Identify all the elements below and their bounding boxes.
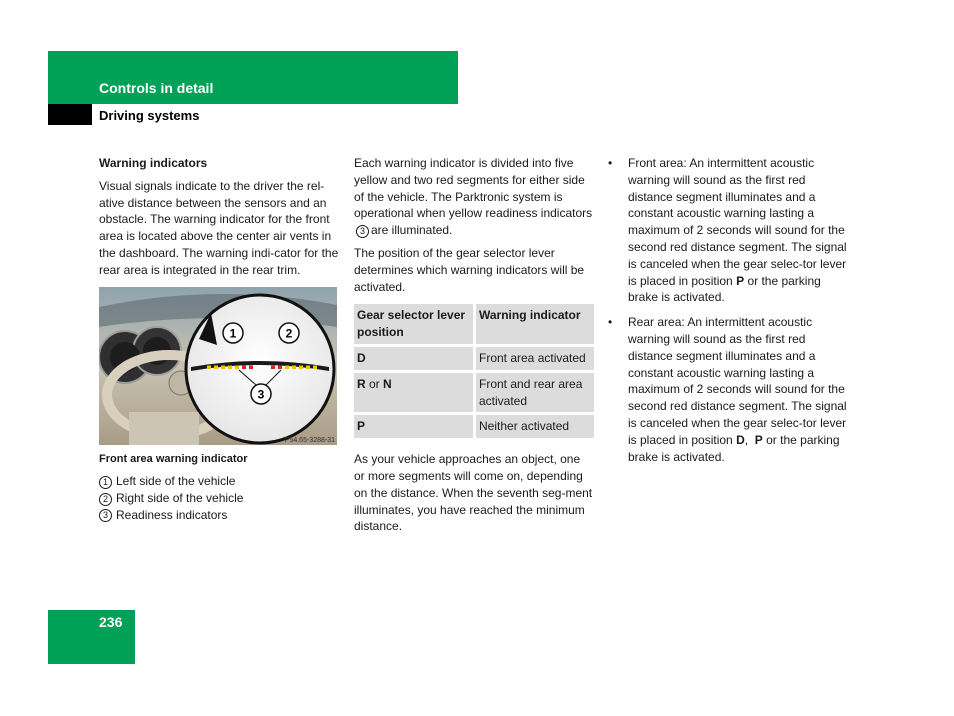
front-area-text-end: or the parking brake is activated. [628,273,821,305]
intro-paragraph: Visual signals indicate to the driver the rel-ative distance between the sensors and an obstacle. The warning indicator for the front area is located above the center air vents in the dashboard. The warning indi-cator for the rear area is integrated in the rear trim. [99,178,339,277]
legend-text: Right side of the vehicle [116,491,244,506]
indicator-segment [313,365,317,369]
indicator-cell: Front area activated [476,347,594,370]
marker-2-label: 2 [285,326,293,341]
legend-item [99,473,341,490]
gear-cell [354,415,476,438]
indicator-segment [299,365,303,369]
figure-code: P54.65-3288-31 [284,436,335,444]
indicator-segment [271,365,275,369]
marker-3-label: 3 [257,387,265,402]
area-warnings-list [608,155,853,465]
column-left [99,155,341,524]
dashboard-illustration [99,287,337,445]
gear-separator: or [365,376,384,391]
legend-text: Left side of the vehicle [116,474,236,489]
indicator-cell: Neither activated [476,415,594,438]
table-row [354,373,594,413]
gear-value: R [357,376,366,391]
gear-value: D [357,350,366,365]
gear-value: N [383,376,392,391]
gear-separator: , [744,432,749,447]
legend-number: 2 [99,493,112,506]
segments-text-end: are illuminated. [371,223,453,238]
dashboard-figure [99,287,337,445]
column-middle [354,155,594,541]
indicator-cell: Front and rear area activated [476,373,594,413]
subsection-title: Driving systems [99,108,200,123]
indicator-segment [221,365,225,369]
bullet-icon: • [608,156,613,170]
gear-paragraph: The position of the gear selector lever determines which warning indicators will be activated. [354,245,585,294]
gear-cell [354,373,476,413]
indicator-segment [249,365,253,369]
gear-cell [354,347,476,370]
segments-paragraph [354,155,594,239]
table-header-row [354,304,594,344]
indicator-segment [214,365,218,369]
table-row [354,415,594,438]
rear-area-text-end: or the parking brake is activated. [628,432,840,464]
indicator-segment [306,365,310,369]
indicator-segment [292,365,296,369]
section-title: Controls in detail [99,80,214,96]
approach-paragraph: As your vehicle approaches an object, one or more segments will come on, depending on the distance. When the seventh seg-ment illuminates, you have reached the minimum distance. [354,452,593,534]
segments-text: Each warning indicator is divided into five yellow and two red segments for either side of the vehicle. The Parktronic system is operational when yellow readiness indicators [354,156,593,221]
indicator-segment [285,365,289,369]
list-item-front-area [608,155,853,306]
gear-value: P [357,419,366,434]
indicator-segment [235,365,239,369]
header-marker [48,104,92,125]
legend-number: 1 [99,476,112,489]
figure-legend [99,473,341,523]
list-item-rear-area [608,314,853,465]
page-number: 236 [99,614,123,630]
inline-number: 3 [356,225,369,238]
bullet-icon: • [608,315,613,330]
gear-value: D [736,432,745,447]
marker-1-label: 1 [229,326,237,341]
table-row [354,347,594,370]
legend-item [99,490,341,507]
indicator-segment [228,365,232,369]
front-area-text: Front area: An intermittent acoustic warning will sound as the first red distance segment illuminates and a constant acoustic warning lasting a maximum of 2 seconds will sound for the second red distance segment. The signal is canceled when the gear selec-tor lever is placed in position [628,156,847,288]
legend-number: 3 [99,509,112,522]
table-header-cell: Warning indicator [476,304,594,344]
column-right [608,155,853,473]
gear-table [354,301,594,441]
indicator-segment [207,365,211,369]
indicator-segment [242,365,246,369]
table-header-cell: Gear selector lever position [354,304,476,344]
gear-value: P [736,273,745,288]
header-band [48,51,458,104]
warning-indicators-heading: Warning indicators [99,156,208,170]
rear-area-text: Rear area: An intermittent acoustic warning will sound as the first red distance segment illuminates and a constant acoustic warning lasting a maximum of 2 seconds will sound for the second red distance segment. The signal is canceled when the gear selec-tor lever is placed in position [628,315,847,447]
figure-caption: Front area warning indicator [99,452,248,465]
legend-item [99,507,341,524]
indicator-segment [278,365,282,369]
gear-value: P [754,432,763,447]
legend-text: Readiness indicators [116,507,228,522]
